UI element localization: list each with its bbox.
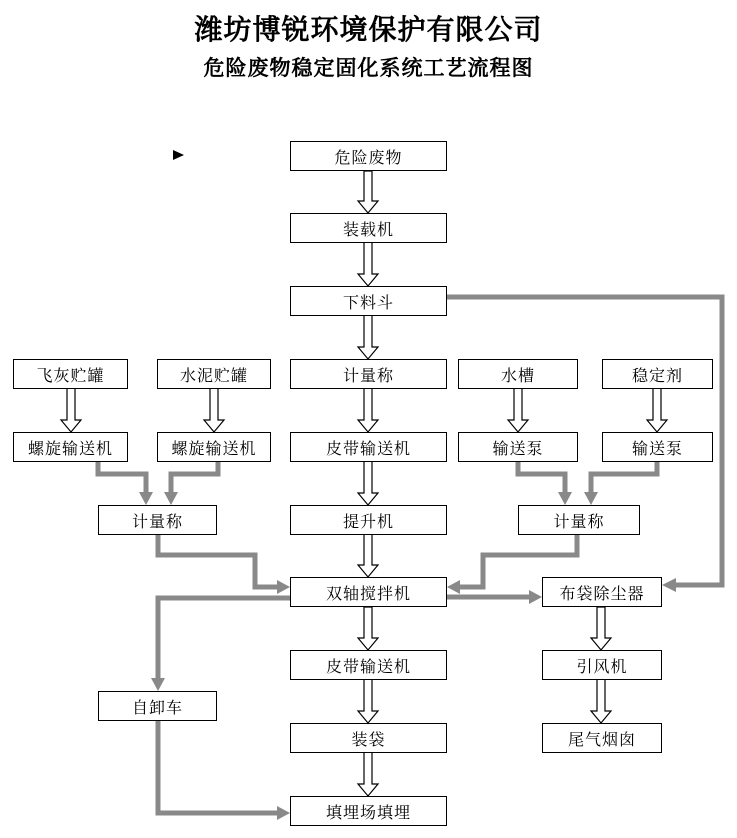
node-landfill: 填埋场填埋: [290, 796, 447, 826]
node-elevator: 提升机: [290, 505, 447, 535]
company-title: 潍坊博锐环境保护有限公司: [194, 13, 543, 46]
flow-down-arrow-icon: [358, 315, 378, 359]
connector-mixer-to-bagfilter: [447, 590, 542, 604]
node-scale-right: 计量称: [518, 505, 640, 535]
connector-dumptruck-to-landfill: [158, 721, 290, 820]
connector-screwB-to-scale-left: [164, 461, 218, 505]
node-feed-hopper: 下料斗: [290, 286, 447, 316]
node-dump-truck: 自卸车: [98, 691, 217, 721]
flow-down-arrow-icon: [358, 461, 378, 505]
flow-down-arrow-icon: [358, 388, 378, 432]
flow-down-arrow-icon: [358, 171, 378, 213]
connector-mixer-to-dumptruck: [151, 598, 290, 691]
node-screw-conveyor-b: 螺旋输送机: [157, 432, 271, 462]
flow-down-arrow-icon: [358, 607, 378, 650]
node-stabilizer: 稳定剂: [602, 359, 713, 389]
flow-down-arrow-icon: [358, 534, 378, 577]
flow-down-arrow-icon: [358, 679, 378, 723]
flow-down-arrow-icon: [61, 388, 81, 432]
node-scale-center: 计量称: [290, 359, 447, 389]
node-fly-ash-tank: 飞灰贮罐: [13, 359, 128, 389]
node-bag-filter: 布袋除尘器: [542, 577, 662, 607]
flow-down-arrow-icon: [358, 242, 378, 286]
node-hazardous-waste: 危险废物: [290, 141, 447, 171]
flow-down-arrow-icon: [358, 752, 378, 796]
connector-scale-left-to-mixer: [158, 534, 290, 594]
node-belt-conveyor-lower: 皮带输送机: [290, 650, 447, 680]
flow-down-arrow-icon: [204, 388, 224, 432]
node-twin-shaft-mixer: 双轴搅拌机: [290, 577, 447, 607]
node-screw-conveyor-a: 螺旋输送机: [13, 432, 128, 462]
diagram-title: 危险废物稳定固化系统工艺流程图: [203, 56, 534, 80]
node-scale-left: 计量称: [98, 505, 217, 535]
node-water-tank: 水槽: [458, 359, 578, 389]
node-belt-conveyor-upper: 皮带输送机: [290, 432, 447, 462]
node-loader: 装载机: [290, 213, 447, 243]
connector-pumpA-to-scale-right: [518, 461, 572, 505]
flow-down-arrow-icon: [647, 388, 667, 432]
node-pump-b: 输送泵: [602, 432, 713, 462]
node-cement-tank: 水泥贮罐: [157, 359, 271, 389]
node-pump-a: 输送泵: [458, 432, 578, 462]
node-bagging: 装袋: [290, 723, 447, 753]
flow-down-arrow-icon: [591, 679, 611, 723]
flow-down-arrow-icon: [508, 388, 528, 432]
flow-down-arrow-icon: [591, 607, 611, 650]
node-stack: 尾气烟囱: [542, 723, 662, 753]
connector-screwA-to-scale-left: [98, 461, 153, 505]
connector-pumpB-to-scale-right: [584, 461, 657, 505]
node-draft-fan: 引风机: [542, 650, 662, 680]
